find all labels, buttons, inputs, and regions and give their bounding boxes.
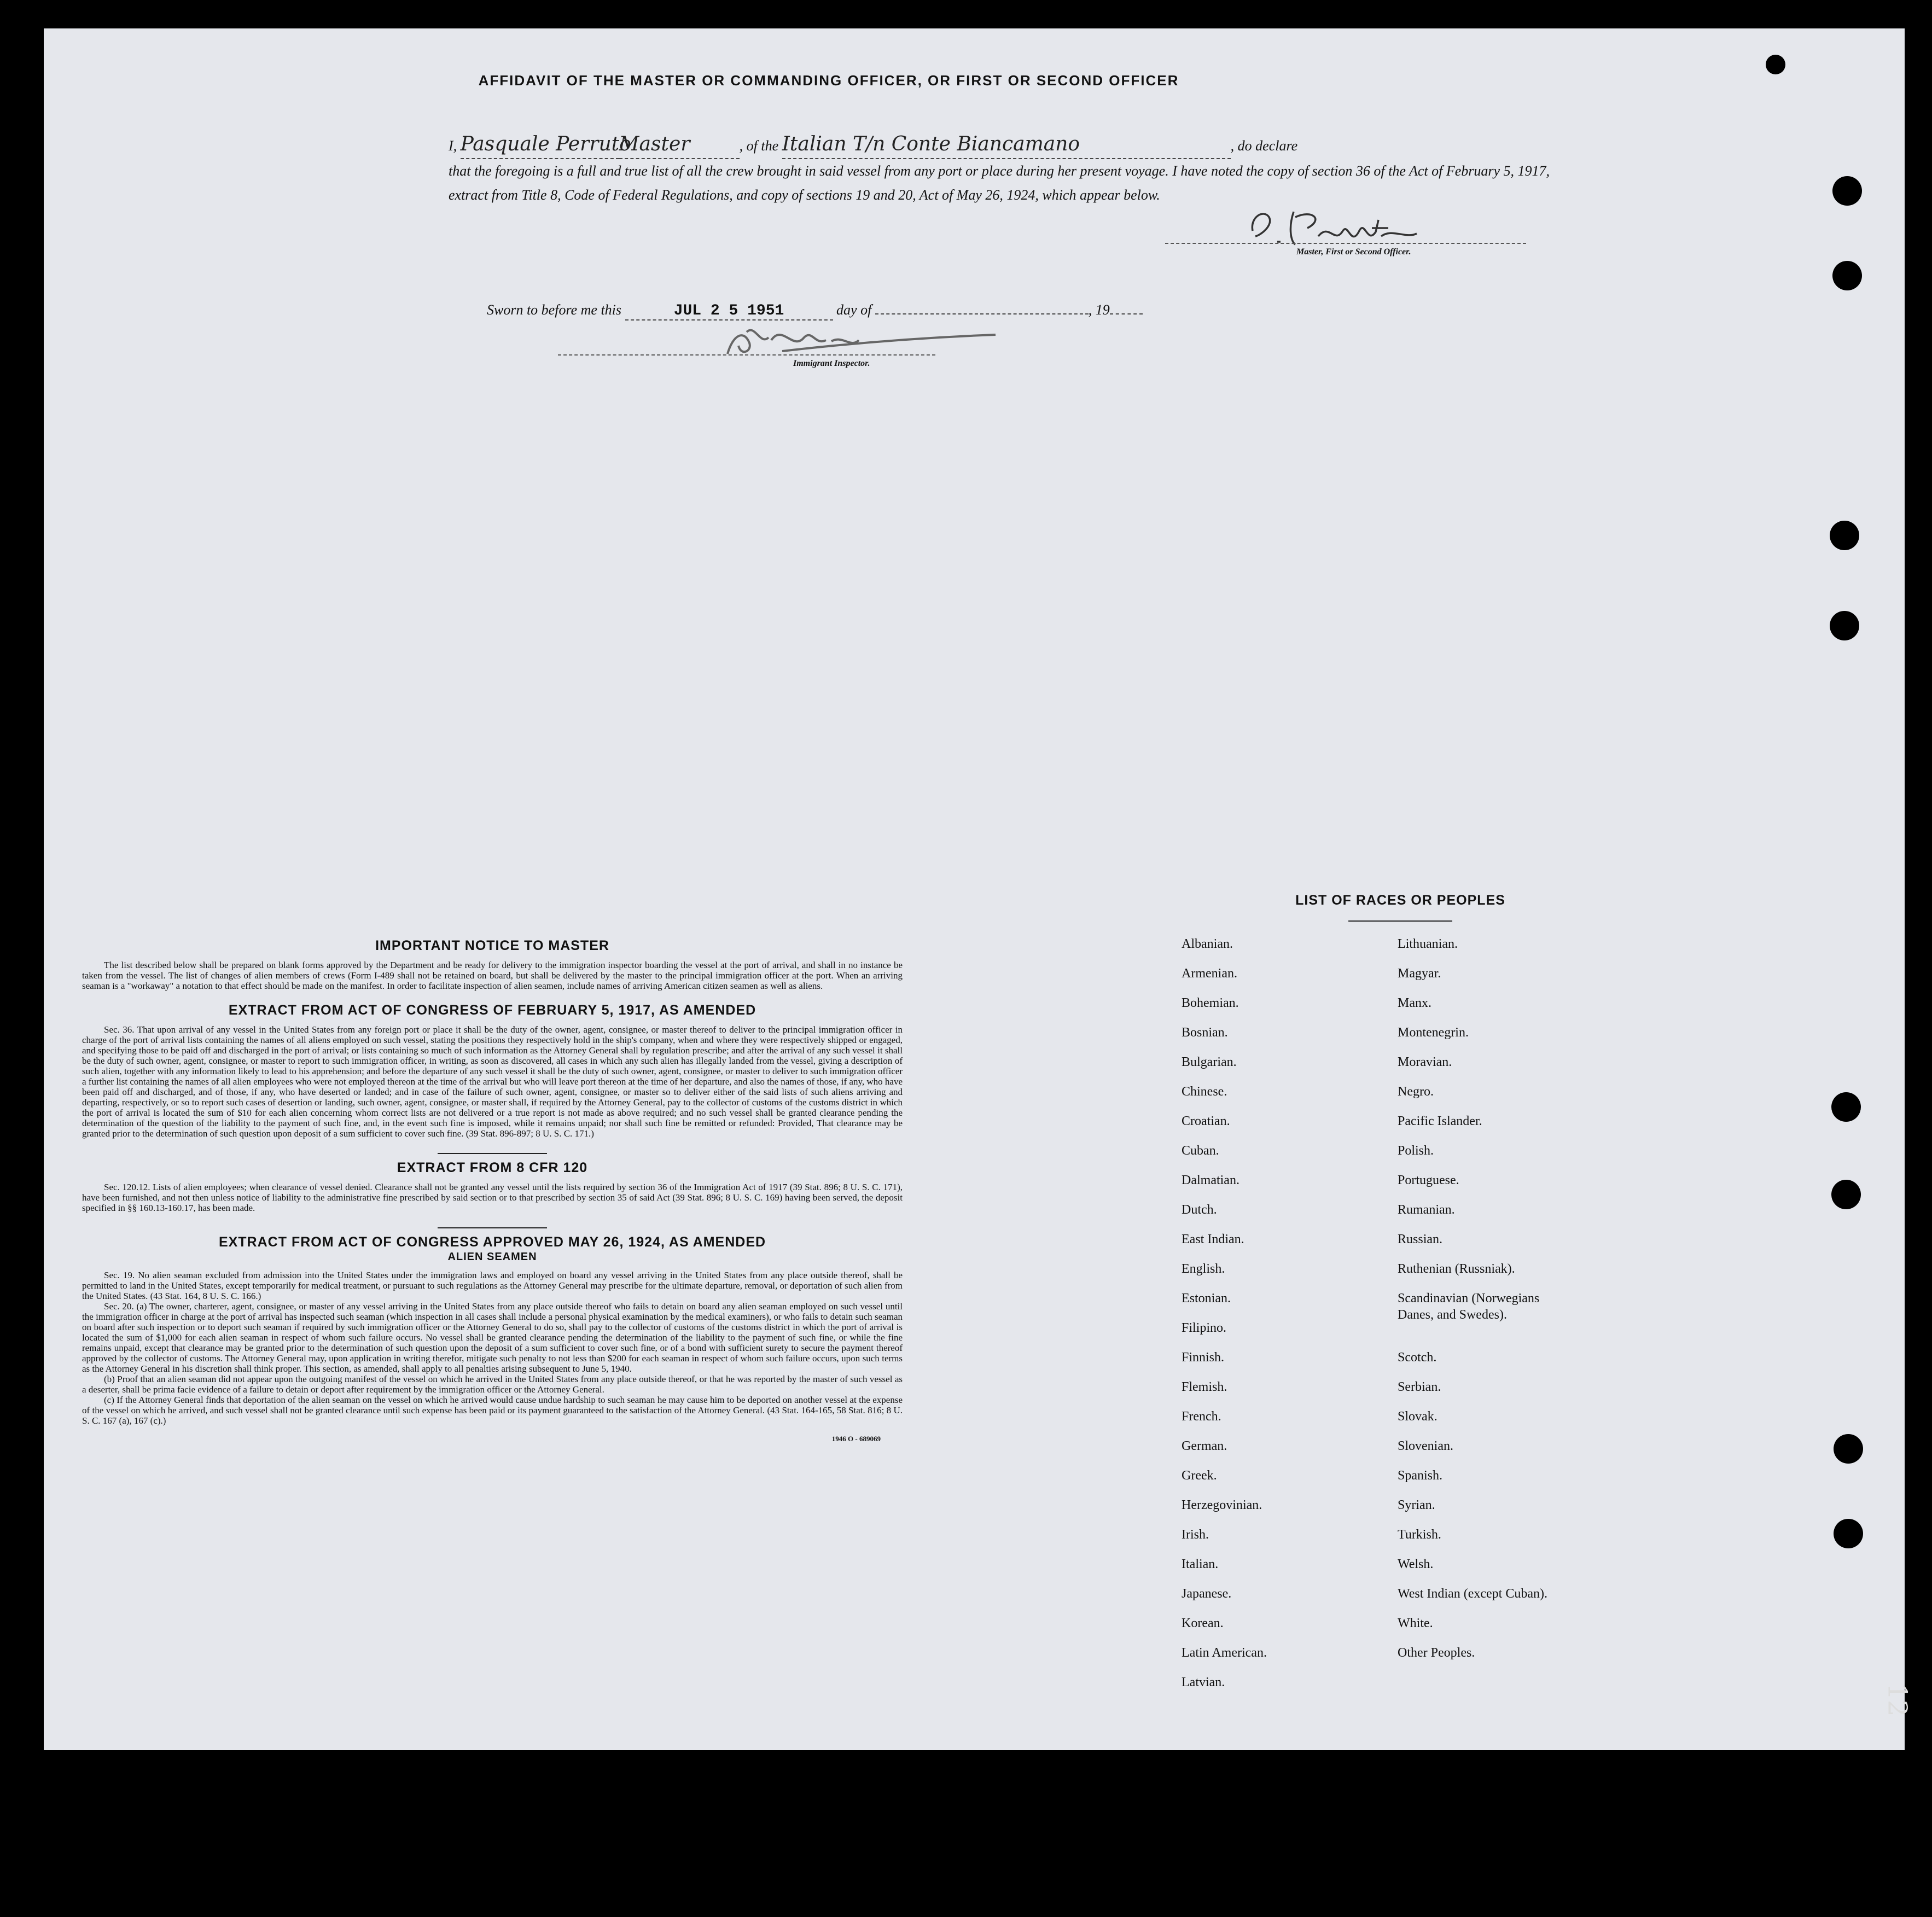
extract3-p4: (c) If the Attorney General finds that deportation of the alien seaman on the vessel on which he arrived would cause undue hardship to such seaman he may cause him to be deported on another vessel at the expense of the vessel on which he arrived, and such vessel shall not be granted clearance until such expense has been paid or its payment guaranteed to the satisfaction of the Attorney General. (43 Stat. 164-165, 58 Stat. 816; 8 U. S. C. 167 (a), 167 (c).): [82, 1395, 903, 1426]
race-item: Dutch.: [1182, 1203, 1217, 1217]
master-signature-line: [1165, 243, 1526, 244]
of-the-label: , of the: [739, 138, 779, 154]
race-item: Ruthenian (Russniak).: [1398, 1262, 1515, 1276]
punch-hole: [1834, 1519, 1863, 1548]
races-columns: [1182, 936, 1619, 1704]
race-item: West Indian (except Cuban).: [1398, 1587, 1547, 1601]
race-item: Pacific Islander.: [1398, 1114, 1482, 1128]
divider: [438, 1227, 547, 1228]
master-rank: Master: [619, 133, 690, 155]
race-item: Armenian.: [1182, 966, 1237, 981]
race-item: Portuguese.: [1398, 1173, 1459, 1187]
race-item: Welsh.: [1398, 1557, 1434, 1571]
race-item: Other Peoples.: [1398, 1646, 1475, 1660]
day-of-label: day of: [836, 302, 872, 318]
print-code: 1946 O - 689069: [831, 1435, 881, 1443]
inspector-signature-line: [558, 354, 935, 356]
race-item: Chinese.: [1182, 1085, 1227, 1099]
race-item: Serbian.: [1398, 1380, 1441, 1394]
notice-text: The list described below shall be prepared on blank forms approved by the Department and be ready for delivery to the immigration inspector boarding the vessel at the port of arrival, and shall in no instance be taken from the vessel. The list of changes of alien members of crews (Form I-489 shall not be retained on board, but shall be delivered by the master to the principal immigration officer at the port. When an arriving seaman is a "workaway" a notation to that effect should be made on the manifest. In order to facilitate inspection of alien seamen, include names of arriving American citizen seamen as well as aliens.: [82, 960, 903, 991]
race-item: Latin American.: [1182, 1646, 1267, 1660]
race-item: Scotch.: [1398, 1350, 1437, 1365]
margin-number: 12: [1882, 1683, 1913, 1717]
punch-hole: [1830, 521, 1859, 550]
race-item: Magyar.: [1398, 966, 1441, 981]
race-item: White.: [1398, 1616, 1433, 1630]
race-item: Flemish.: [1182, 1380, 1227, 1394]
race-item: Latvian.: [1182, 1675, 1225, 1689]
race-item: East Indian.: [1182, 1232, 1244, 1246]
race-item: Albanian.: [1182, 937, 1233, 951]
punch-hole: [1832, 176, 1862, 206]
vessel-name: Italian T/n Conte Biancamano: [782, 133, 1080, 155]
race-item: Cuban.: [1182, 1144, 1219, 1158]
race-item: Italian.: [1182, 1557, 1219, 1571]
race-item: Finnish.: [1182, 1350, 1225, 1365]
races-left-column: [1182, 936, 1398, 1704]
race-item: Polish.: [1398, 1144, 1434, 1158]
punch-hole: [1832, 261, 1862, 290]
notice-heading: IMPORTANT NOTICE TO MASTER: [375, 938, 609, 953]
extract1-heading: EXTRACT FROM ACT OF CONGRESS OF FEBRUARY 5, 1917, AS AMENDED: [228, 1003, 756, 1018]
extract3-p1: Sec. 19. No alien seaman excluded from admission into the United States under the immigration laws and employed on board any vessel arriving in the United States from any place outside thereof, shall be permitted to land in the United States, except temporarily for medical treatment, or pursuant to such regulations as the Attorney General may prescribe for the ultimate departure, removal, or deportation of such alien from the United States. (43 Stat. 164, 8 U. S. C. 166.): [82, 1270, 903, 1301]
sworn-label: Sworn to before me this: [487, 302, 622, 318]
race-item: French.: [1182, 1409, 1221, 1424]
i-label: I,: [449, 138, 457, 154]
race-item: Manx.: [1398, 996, 1431, 1010]
races-right-column: [1398, 936, 1614, 1704]
extract2-heading: EXTRACT FROM 8 CFR 120: [397, 1160, 588, 1175]
race-item: Russian.: [1398, 1232, 1443, 1246]
affidavit-block: [449, 132, 1559, 207]
do-declare-label: , do declare: [1230, 138, 1298, 154]
extract1-text: Sec. 36. That upon arrival of any vessel in the United States from any foreign port or place it shall be the duty of the owner, agent, consignee, or master thereof to deliver to the principal immigration officer in charge of the port of arrival lists containing the names of all aliens employed on such vessel, stating the positions they respectively hold in the ship's company, when and where they were respectively shipped or engaged, and specifying those to be paid off and discharged in the port of arrival; or lists containing so much of such information as the Attorney General shall by regulation prescribe; and after the arrival of any such vessel it shall be the duty of such owner, agent, consignee, or master to report to such immigration officer, in writing, as soon as discovered, all cases in which any such alien has illegally landed from the vessel, giving a description of such alien, together with any information likely to lead to his apprehension; and before the departure of any such vessel it shall be the duty of such owner, agent, consignee, or master to deliver to such immigration officer a further list containing the names of all alien employees who were not employed thereon at the time of the arrival but who will leave port thereon at the time of her departure, and also the names of those, if any, who have been paid off and discharged, and of those, if any, who have deserted or landed; and in case of the failure of such owner, agent, consignee, or master so to deliver either of the said lists of such aliens arriving and departing, respectively, or so to report such cases of desertion or landing, such owner, agent, consignee, or master shall, if required by the Attorney General, pay to the collector of customs of the customs district in which the port of arrival is located the sum of $10 for each alien concerning whom correct lists are not delivered or a true report is not made as above required; and no such vessel shall be granted clearance pending the determination of the question of the liability to the payment of such fine, and, in the event such fine is imposed, while it remains unpaid; nor shall such fine be remitted or refunded: Provided, That clearance may be granted prior to the determination of such question upon deposit of a sum sufficient to cover such fine. (39 Stat. 896-897; 8 U. S. C. 171.): [82, 1024, 903, 1139]
race-item: English.: [1182, 1262, 1225, 1276]
race-item: Montenegrin.: [1398, 1025, 1469, 1040]
year-label: , 19: [1088, 302, 1110, 318]
divider: [1348, 920, 1452, 922]
punch-hole: [1834, 1434, 1863, 1464]
race-item: Negro.: [1398, 1085, 1434, 1099]
race-item: Bosnian.: [1182, 1025, 1228, 1040]
race-item: Filipino.: [1182, 1321, 1227, 1335]
race-item: Dalmatian.: [1182, 1173, 1239, 1187]
race-item: Rumanian.: [1398, 1203, 1455, 1217]
punch-hole: [1766, 55, 1785, 74]
race-item: Japanese.: [1182, 1587, 1232, 1601]
divider: [438, 1153, 547, 1154]
race-item: Slovenian.: [1398, 1439, 1453, 1453]
document-sheet: [44, 28, 1905, 1750]
race-item: Scandinavian (Norwegians Danes, and Swedes).: [1398, 1291, 1540, 1322]
race-item: Croatian.: [1182, 1114, 1230, 1128]
race-item: Spanish.: [1398, 1469, 1443, 1483]
master-name: Pasquale Perruto: [460, 133, 631, 155]
extract3-heading: EXTRACT FROM ACT OF CONGRESS APPROVED MAY 26, 1924, AS AMENDED: [218, 1234, 766, 1250]
extract3-p3: (b) Proof that an alien seaman did not appear upon the outgoing manifest of the vessel on which he arrived in the United States from any place outside thereof, or that he was reported by the master of such vessel as a deserter, shall be prima facie evidence of a failure to detain or deport after requirement by the immigration officer or the Attorney General.: [82, 1374, 903, 1395]
punch-hole: [1831, 1092, 1861, 1122]
race-item: Lithuanian.: [1398, 937, 1458, 951]
punch-hole: [1830, 611, 1859, 640]
race-item: Bohemian.: [1182, 996, 1239, 1010]
affidavit-first-line: [449, 132, 1559, 159]
races-list: [1182, 893, 1619, 1704]
race-item: Estonian.: [1182, 1291, 1231, 1306]
affidavit-title: AFFIDAVIT OF THE MASTER OR COMMANDING OFFICER, OR FIRST OR SECOND OFFICER: [478, 72, 1179, 89]
extract2-text: Sec. 120.12. Lists of alien employees; when clearance of vessel denied. Clearance shall not be granted any vessel until the lists required by section 36 of the Immigration Act of 1917 (39 Stat. 896; 8 U. S. C. 171), have been furnished, and not then unless notice of liability to the administrative fine prescribed by said section or to that prescribed by section 35 of said Act (39 Stat. 896; 8 U. S. C. 169) having been served, the deposit specified in §§ 160.13-160.17, has been made.: [82, 1182, 903, 1213]
races-heading: LIST OF RACES OR PEOPLES: [1295, 893, 1505, 908]
punch-hole: [1831, 1180, 1861, 1209]
race-item: Herzegovinian.: [1182, 1498, 1262, 1512]
race-item: Greek.: [1182, 1469, 1217, 1483]
notice-block: [82, 932, 903, 1444]
race-item: Korean.: [1182, 1616, 1224, 1630]
inspector-caption: Immigrant Inspector.: [793, 359, 870, 368]
race-item: German.: [1182, 1439, 1227, 1453]
race-item: Irish.: [1182, 1528, 1209, 1542]
affidavit-body: that the foregoing is a full and true list of all the crew brought in said vessel from any port or place during her present voyage. I have noted the copy of section 36 of the Act of February 5, 1917, extract from Title 8, Code of Federal Regulations, and copy of sections 19 and 20, Act of May 26, 1924, which appear below.: [449, 163, 1550, 203]
race-item: Moravian.: [1398, 1055, 1452, 1069]
extract3-p2: Sec. 20. (a) The owner, charterer, agent, consignee, or master of any vessel arriving in the United States from any place outside thereof who fails to detain on board any alien seaman employed on such vessel until the immigration officer in charge at the port of arrival has inspected such seaman (which inspection in all cases shall include a personal physical examination by the medical examiners), or who fails to detain such seaman on board after such inspection or to deport such seaman if required by such immigration officer or the Attorney General to do so, shall pay to the collector of customs of the customs district in which the port of arrival is located the sum of $1,000 for each alien seaman in respect of whom such failure occurs. No vessel shall be granted clearance pending the determination of the liability to the payment of such fine, or while the fine remains unpaid, except that clearance may be granted prior to the determination of such question upon the deposit of a sum sufficient to cover such fine, or of a bond with sufficient surety to secure the payment thereof approved by the collector of customs. The Attorney General may, upon application in writing therefor, mitigate such penalty to not less than $200 for each seaman in respect of whom such failure occurs, upon such terms as the Attorney General in his discretion shall think proper. This section, as amended, shall apply to all penalties arising subsequent to June 5, 1940.: [82, 1301, 903, 1374]
extract3-subheading: ALIEN SEAMEN: [447, 1251, 537, 1263]
race-item: Bulgarian.: [1182, 1055, 1237, 1069]
race-item: Turkish.: [1398, 1528, 1441, 1542]
race-item: Slovak.: [1398, 1409, 1438, 1424]
sworn-date-stamp: JUL 2 5 1951: [673, 302, 784, 319]
master-caption: Master, First or Second Officer.: [1296, 247, 1411, 257]
race-item: Syrian.: [1398, 1498, 1435, 1512]
